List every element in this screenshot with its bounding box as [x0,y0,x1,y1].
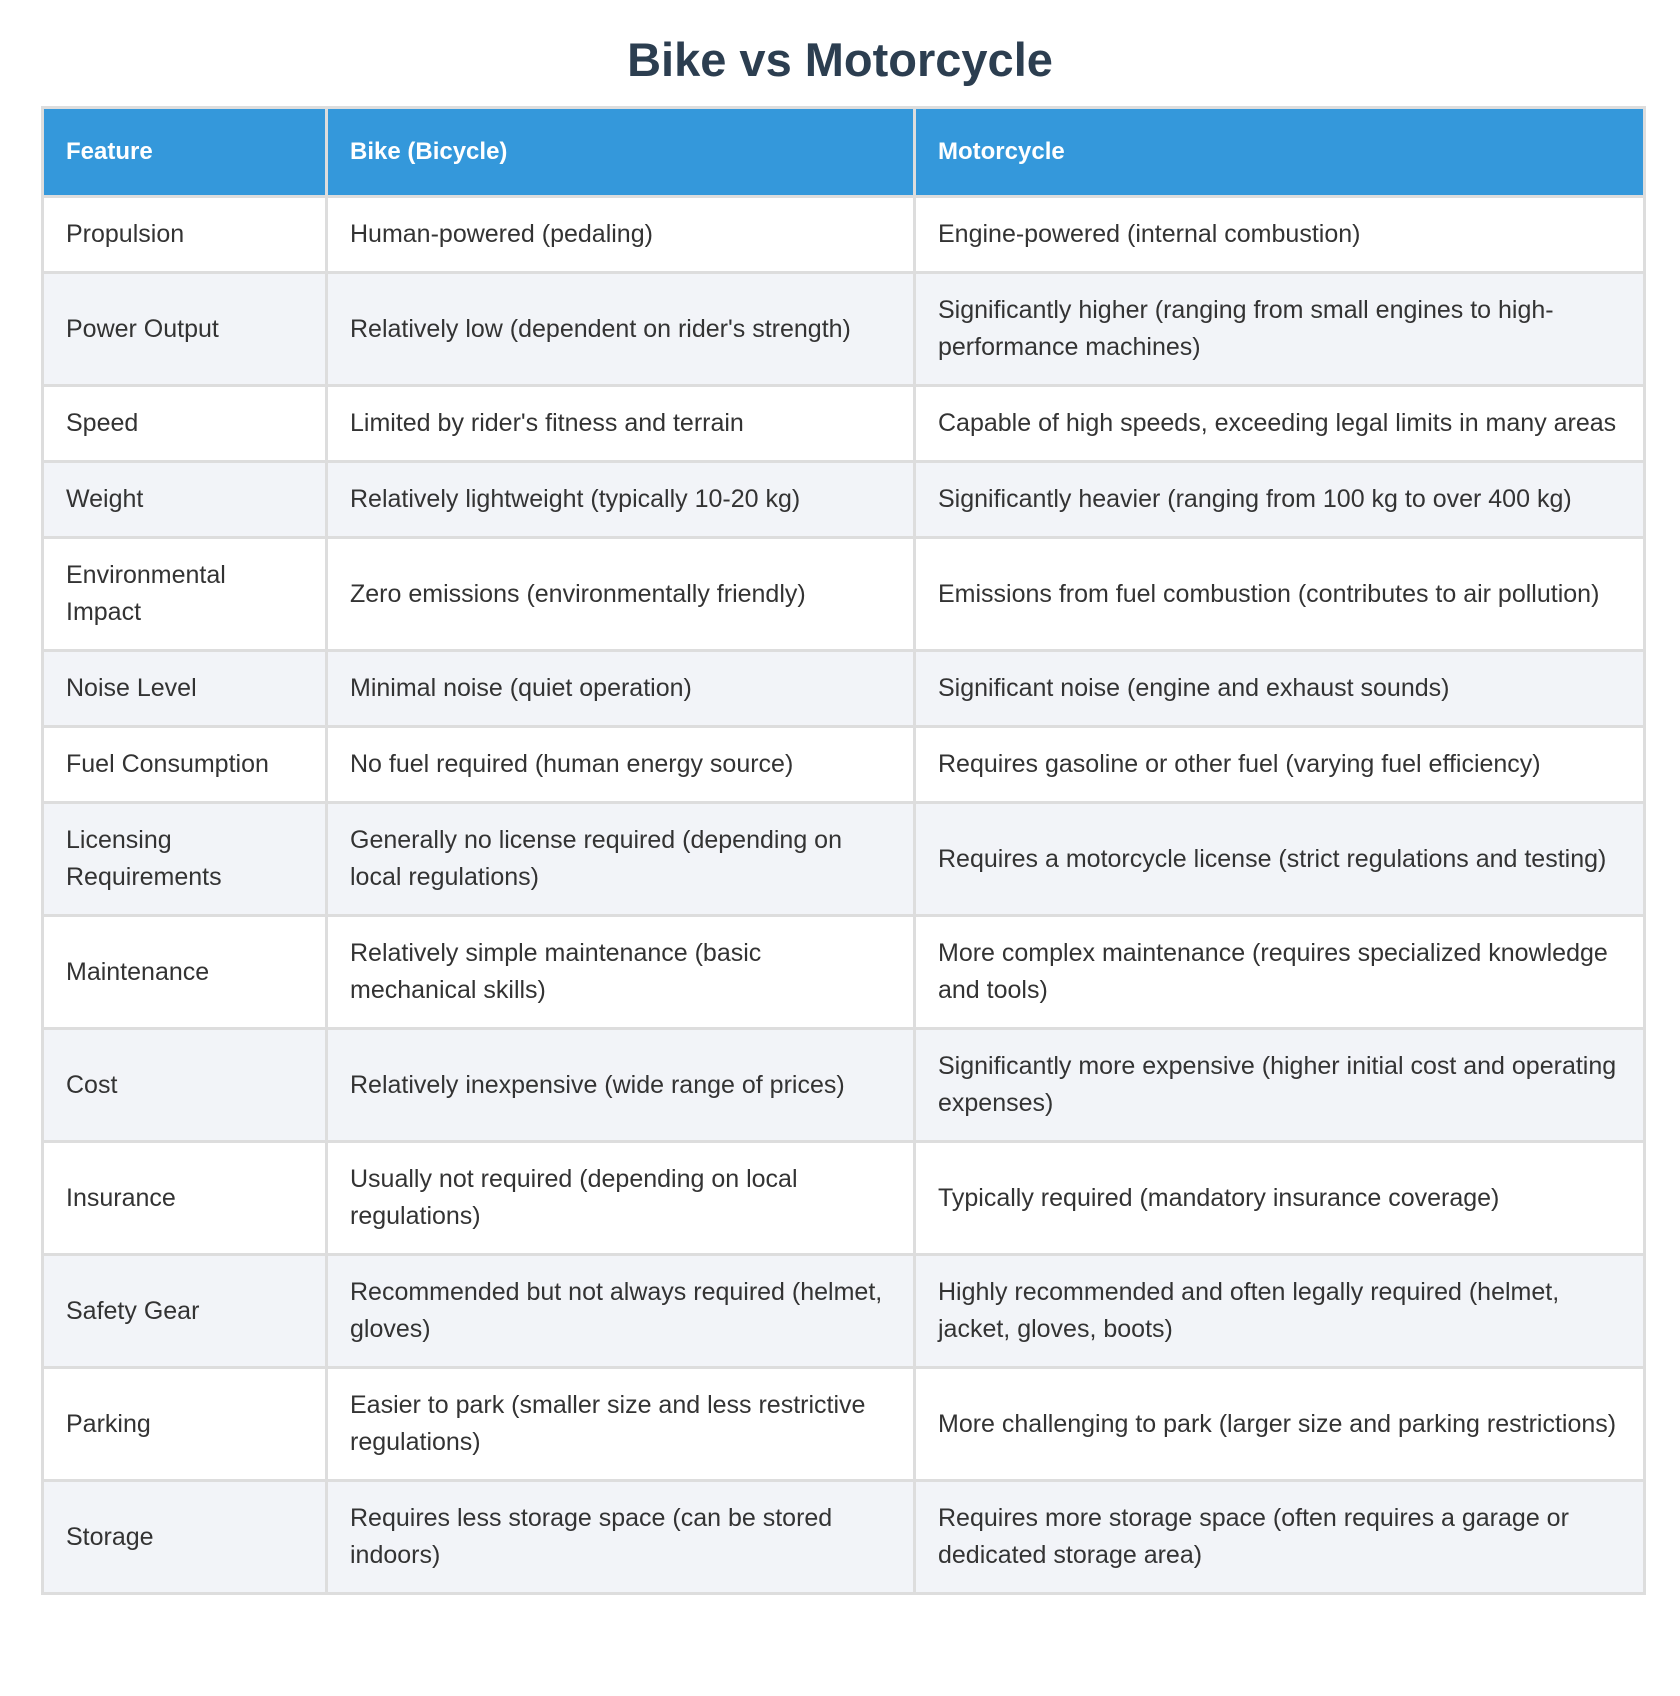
bike-cell: Human-powered (pedaling) [327,197,915,273]
table-row [43,1255,1645,1368]
table-row [43,273,1645,386]
feature-cell: Propulsion [43,197,327,273]
bike-cell: Minimal noise (quiet operation) [327,651,915,727]
motorcycle-cell: Significantly heavier (ranging from 100 kg to over 400 kg) [915,462,1645,538]
bike-cell: Relatively low (dependent on rider's strength) [327,273,915,386]
table-row [43,197,1645,273]
header-motorcycle: Motorcycle [915,108,1645,197]
page-title: Bike vs Motorcycle [627,33,1053,86]
table-row [43,916,1645,1029]
feature-cell: Parking [43,1368,327,1481]
motorcycle-cell: More challenging to park (larger size and parking restrictions) [915,1368,1645,1481]
table-row [43,386,1645,462]
motorcycle-cell: Requires gasoline or other fuel (varying fuel efficiency) [915,727,1645,803]
motorcycle-cell: Requires a motorcycle license (strict regulations and testing) [915,803,1645,916]
motorcycle-cell: More complex maintenance (requires specialized knowledge and tools) [915,916,1645,1029]
table-row [43,803,1645,916]
feature-cell: Safety Gear [43,1255,327,1368]
feature-cell: Noise Level [43,651,327,727]
feature-cell: Power Output [43,273,327,386]
bike-cell: Relatively simple maintenance (basic mechanical skills) [327,916,915,1029]
motorcycle-cell: Typically required (mandatory insurance coverage) [915,1142,1645,1255]
bike-cell: Generally no license required (depending on local regulations) [327,803,915,916]
table-row [43,1029,1645,1142]
table-row [43,1368,1645,1481]
motorcycle-cell: Significant noise (engine and exhaust sounds) [915,651,1645,727]
bike-cell: Relatively lightweight (typically 10-20 kg) [327,462,915,538]
feature-cell: Storage [43,1481,327,1594]
table-row [43,651,1645,727]
feature-cell: Insurance [43,1142,327,1255]
motorcycle-cell: Requires more storage space (often requires a garage or dedicated storage area) [915,1481,1645,1594]
header-feature: Feature [43,108,327,197]
table-row [43,1481,1645,1594]
bike-cell: Usually not required (depending on local regulations) [327,1142,915,1255]
table-header [43,108,1645,197]
bike-cell: Limited by rider's fitness and terrain [327,386,915,462]
motorcycle-cell: Capable of high speeds, exceeding legal limits in many areas [915,386,1645,462]
feature-cell: Licensing Requirements [43,803,327,916]
motorcycle-cell: Significantly more expensive (higher initial cost and operating expenses) [915,1029,1645,1142]
table-row [43,462,1645,538]
motorcycle-cell: Highly recommended and often legally required (helmet, jacket, gloves, boots) [915,1255,1645,1368]
comparison-table-container [41,106,1643,1595]
table-row [43,1142,1645,1255]
feature-cell: Speed [43,386,327,462]
feature-cell: Cost [43,1029,327,1142]
bike-cell: Recommended but not always required (helmet, gloves) [327,1255,915,1368]
motorcycle-cell: Engine-powered (internal combustion) [915,197,1645,273]
motorcycle-cell: Emissions from fuel combustion (contributes to air pollution) [915,538,1645,651]
bike-cell: Relatively inexpensive (wide range of prices) [327,1029,915,1142]
header-bike: Bike (Bicycle) [327,108,915,197]
feature-cell: Weight [43,462,327,538]
feature-cell: Maintenance [43,916,327,1029]
feature-cell: Environmental Impact [43,538,327,651]
table-body [43,197,1645,1594]
header-row [43,108,1645,197]
table-row [43,727,1645,803]
bike-cell: Zero emissions (environmentally friendly) [327,538,915,651]
table-row [43,538,1645,651]
comparison-table [41,106,1646,1595]
bike-cell: No fuel required (human energy source) [327,727,915,803]
motorcycle-cell: Significantly higher (ranging from small engines to high-performance machines) [915,273,1645,386]
bike-cell: Easier to park (smaller size and less restrictive regulations) [327,1368,915,1481]
bike-cell: Requires less storage space (can be stored indoors) [327,1481,915,1594]
feature-cell: Fuel Consumption [43,727,327,803]
